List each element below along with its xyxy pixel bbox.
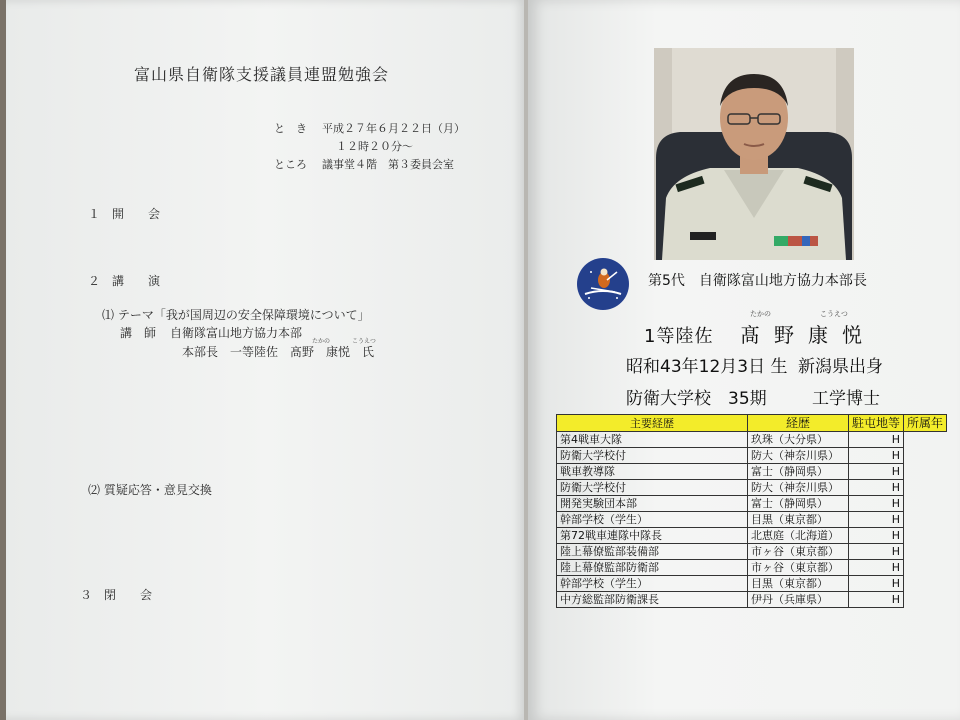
year-cell: H: [849, 464, 904, 480]
career-cell: 陸上幕僚監部防衛部: [557, 560, 748, 576]
table-row: [557, 432, 947, 448]
table-row: [557, 464, 947, 480]
post-cell: 富士（静岡県）: [748, 496, 849, 512]
lecturer-label: 講 師: [120, 326, 157, 340]
lecturer-org: 自衛隊富山地方協力本部: [170, 326, 303, 340]
lecturer-line: 本部長 一等陸佐 髙野 康悦 氏: [182, 345, 375, 359]
post-cell: 市ヶ谷（東京都）: [748, 544, 849, 560]
right-page: [528, 0, 960, 720]
career-cell: 幹部学校（学生）: [557, 512, 748, 528]
year-cell: H: [849, 528, 904, 544]
career-header-row: [557, 415, 947, 432]
ruby-kouetsu: こうえつ: [352, 338, 376, 345]
year-cell: H: [849, 576, 904, 592]
table-row: [557, 576, 947, 592]
profile-degree: 工学博士: [812, 389, 880, 409]
career-cell: 第4戦車大隊: [557, 432, 748, 448]
agenda-item-qa: ⑵ 質疑応答・意見交換: [88, 483, 212, 497]
agenda-item-closing: ３ 閉 会: [80, 588, 153, 602]
career-cell: 開発実験団本部: [557, 496, 748, 512]
ruby-kouetsu-right: こうえつ: [820, 310, 848, 318]
post-cell: 玖珠（大分県）: [748, 432, 849, 448]
year-cell: H: [849, 432, 904, 448]
table-row: [557, 512, 947, 528]
post-cell: 目黒（東京都）: [748, 512, 849, 528]
meeting-title: 富山県自衛隊支援議員連盟勉強会: [134, 65, 390, 84]
career-cell: 防衛大学校付: [557, 448, 748, 464]
career-table: [556, 414, 947, 608]
career-cell: 防衛大学校付: [557, 480, 748, 496]
table-row: [557, 560, 947, 576]
post-cell: 防大（神奈川県）: [748, 448, 849, 464]
table-row: [557, 544, 947, 560]
post-cell: 富士（静岡県）: [748, 464, 849, 480]
table-row: [557, 496, 947, 512]
career-cell: 幹部学校（学生）: [557, 576, 748, 592]
year-cell: H: [849, 496, 904, 512]
year-cell: H: [849, 512, 904, 528]
career-side-label: 主要経歴: [557, 415, 748, 432]
career-cell: 中方総監部防衛課長: [557, 592, 748, 608]
tokoro-label: ところ: [274, 158, 307, 171]
profile-name: 髙野康悦: [740, 323, 876, 347]
lecture-theme: ⑴ テーマ「我が国周辺の安全保障環境について」: [102, 308, 370, 322]
ruby-takano-right: たかの: [750, 310, 771, 318]
post-cell: 伊丹（兵庫県）: [748, 592, 849, 608]
year-cell: H: [849, 480, 904, 496]
toki-label: と き: [274, 122, 307, 135]
profile-origin: 新潟県出身: [798, 357, 883, 377]
meeting-date: 平成２７年６月２２日（月）: [322, 122, 465, 135]
header-career: 経歴: [748, 415, 849, 432]
agenda-item-lecture: ２ 講 演: [88, 274, 161, 288]
meeting-place: 議事堂４階 第３委員会室: [322, 158, 454, 171]
post-cell: 防大（神奈川県）: [748, 480, 849, 496]
portrait-photo: [654, 48, 854, 260]
post-cell: 北恵庭（北海道）: [748, 528, 849, 544]
year-cell: H: [849, 560, 904, 576]
career-cell: 戦車教導隊: [557, 464, 748, 480]
header-year: 所属年: [904, 415, 947, 432]
header-post: 駐屯地等: [849, 415, 904, 432]
ruby-takano: たかの: [312, 338, 331, 345]
table-row: [557, 480, 947, 496]
profile-birth: 昭和43年12月3日 生: [626, 357, 788, 377]
table-row: [557, 592, 947, 608]
profile-school: 防衛大学校 35期: [626, 389, 767, 409]
meeting-time: １２時２０分～: [336, 140, 413, 153]
career-cell: 陸上幕僚監部装備部: [557, 544, 748, 560]
left-page: [6, 0, 526, 720]
year-cell: H: [849, 592, 904, 608]
career-cell: 第72戦車連隊中隊長: [557, 528, 748, 544]
jsdf-emblem-icon: [577, 258, 629, 310]
post-cell: 市ヶ谷（東京都）: [748, 560, 849, 576]
profile-rank: 1等陸佐: [644, 326, 714, 347]
table-row: [557, 448, 947, 464]
year-cell: H: [849, 544, 904, 560]
year-cell: H: [849, 448, 904, 464]
profile-heading: 第5代 自衛隊富山地方協力本部長: [648, 273, 867, 289]
agenda-item-opening: １ 開 会: [88, 207, 161, 221]
post-cell: 目黒（東京都）: [748, 576, 849, 592]
table-row: [557, 528, 947, 544]
